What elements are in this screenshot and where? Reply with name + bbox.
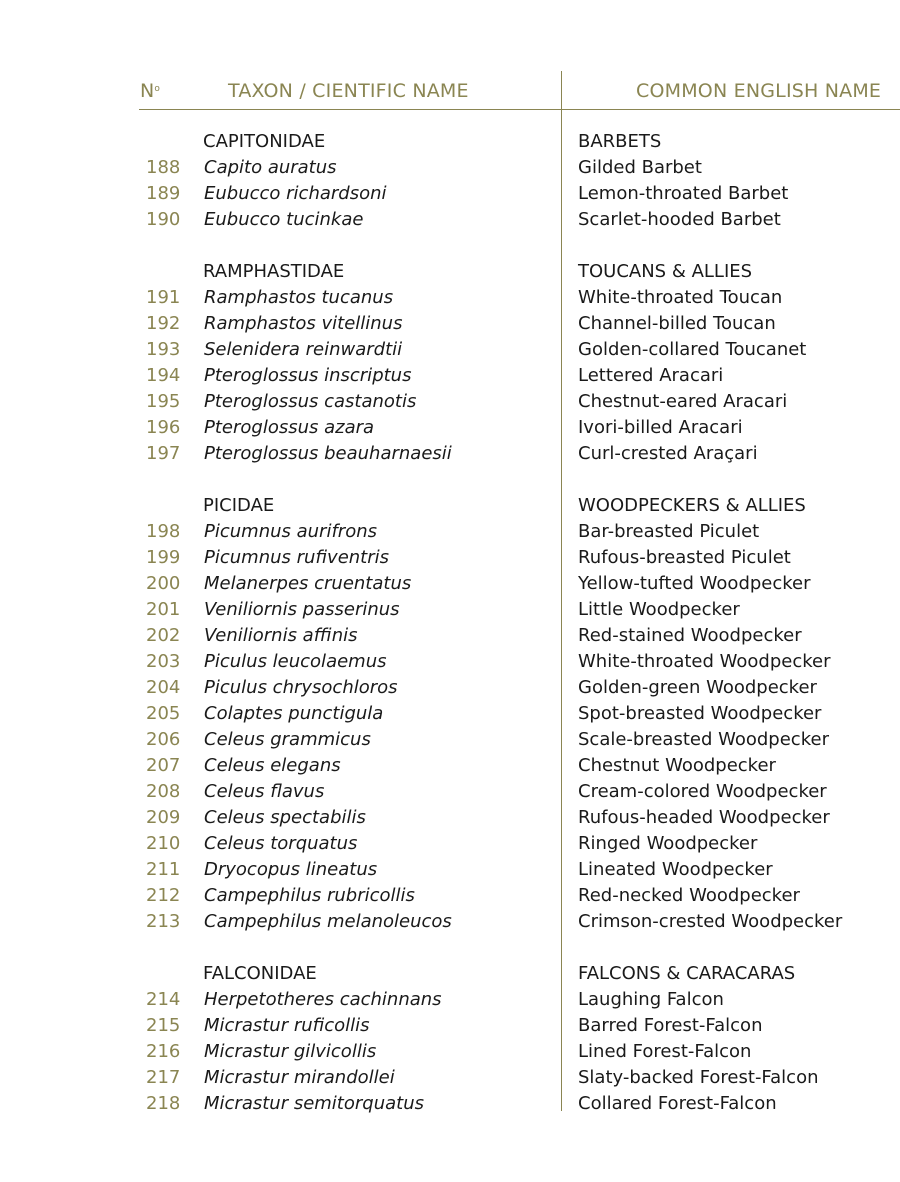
species-row (0, 415, 900, 441)
species-row (0, 1039, 900, 1065)
species-row (0, 649, 900, 675)
species-row (0, 831, 900, 857)
species-row (0, 597, 900, 623)
scientific-name: Celeus flavus (204, 781, 325, 802)
common-name: Gilded Barbet (578, 157, 702, 178)
species-number: 196 (146, 417, 181, 438)
species-number: 212 (146, 885, 181, 906)
species-number: 210 (146, 833, 181, 854)
species-number: 197 (146, 443, 181, 464)
scientific-name: Celeus spectabilis (204, 807, 366, 828)
species-row (0, 155, 900, 181)
taxon-column-header: TAXON / CIENTIFIC NAME (228, 80, 469, 102)
common-name: Bar-breasted Piculet (578, 521, 760, 542)
species-number: 218 (146, 1093, 181, 1114)
common-name: Laughing Falcon (578, 989, 724, 1010)
scientific-name: Pteroglossus azara (204, 417, 375, 438)
scientific-name: Piculus leucolaemus (204, 651, 387, 672)
scientific-name: Campephilus rubricollis (204, 885, 415, 906)
common-name: Ringed Woodpecker (578, 833, 758, 854)
species-number: 217 (146, 1067, 181, 1088)
family-row (0, 259, 900, 285)
scientific-name: Micrastur gilvicollis (204, 1041, 377, 1062)
family-row (0, 493, 900, 519)
species-row (0, 701, 900, 727)
scientific-name: Ramphastos tucanus (204, 287, 394, 308)
common-name: Collared Forest-Falcon (578, 1093, 777, 1114)
scientific-name: Pteroglossus castanotis (204, 391, 417, 412)
common-name: Rufous-headed Woodpecker (578, 807, 830, 828)
species-row (0, 909, 900, 935)
species-row (0, 1065, 900, 1091)
common-name: Red-necked Woodpecker (578, 885, 800, 906)
species-number: 216 (146, 1041, 181, 1062)
species-row (0, 389, 900, 415)
species-number: 193 (146, 339, 181, 360)
common-name: Barred Forest-Falcon (578, 1015, 763, 1036)
scientific-name: Eubucco richardsoni (204, 183, 387, 204)
scientific-name: Veniliornis passerinus (204, 599, 400, 620)
species-number: 200 (146, 573, 181, 594)
species-number: 213 (146, 911, 181, 932)
common-name: White-throated Toucan (578, 287, 783, 308)
species-number: 199 (146, 547, 181, 568)
common-name: Spot-breasted Woodpecker (578, 703, 822, 724)
species-row (0, 883, 900, 909)
scientific-name: Melanerpes cruentatus (204, 573, 412, 594)
species-number: 211 (146, 859, 181, 880)
species-row (0, 311, 900, 337)
species-number: 192 (146, 313, 181, 334)
species-number: 189 (146, 183, 181, 204)
species-row (0, 181, 900, 207)
common-name: Lettered Aracari (578, 365, 724, 386)
number-header-label: N (140, 80, 155, 102)
scientific-name: Dryocopus lineatus (204, 859, 378, 880)
common-name: Crimson-crested Woodpecker (578, 911, 843, 932)
species-number: 203 (146, 651, 181, 672)
species-list (0, 129, 900, 1117)
species-number: 194 (146, 365, 181, 386)
scientific-name: Micrastur semitorquatus (204, 1093, 424, 1114)
family-name: PICIDAE (203, 495, 275, 516)
family-common-name: TOUCANS & ALLIES (578, 261, 753, 282)
species-number: 207 (146, 755, 181, 776)
common-name-column-header: COMMON ENGLISH NAME (636, 80, 882, 102)
common-name: White-throated Woodpecker (578, 651, 831, 672)
species-number: 195 (146, 391, 181, 412)
species-number: 191 (146, 287, 181, 308)
species-number: 202 (146, 625, 181, 646)
species-number: 214 (146, 989, 181, 1010)
species-number: 188 (146, 157, 181, 178)
scientific-name: Celeus torquatus (204, 833, 358, 854)
common-name: Curl-crested Araçari (578, 443, 758, 464)
species-row (0, 623, 900, 649)
family-name: CAPITONIDAE (203, 131, 326, 152)
species-row (0, 675, 900, 701)
family-row (0, 129, 900, 155)
scientific-name: Capito auratus (204, 157, 337, 178)
species-row (0, 545, 900, 571)
species-number: 204 (146, 677, 181, 698)
species-number: 206 (146, 729, 181, 750)
scientific-name: Celeus grammicus (204, 729, 371, 750)
scientific-name: Colaptes punctigula (204, 703, 384, 724)
group-spacer (0, 935, 900, 961)
species-number: 209 (146, 807, 181, 828)
scientific-name: Pteroglossus beauharnaesii (204, 443, 452, 464)
scientific-name: Picumnus aurifrons (204, 521, 377, 542)
scientific-name: Ramphastos vitellinus (204, 313, 403, 334)
species-number: 208 (146, 781, 181, 802)
species-row (0, 727, 900, 753)
common-name: Yellow-tufted Woodpecker (578, 573, 811, 594)
species-row (0, 519, 900, 545)
species-row (0, 1013, 900, 1039)
header-divider (139, 109, 900, 110)
family-common-name: WOODPECKERS & ALLIES (578, 495, 806, 516)
scientific-name: Eubucco tucinkae (204, 209, 364, 230)
common-name: Chestnut Woodpecker (578, 755, 776, 776)
species-row (0, 363, 900, 389)
family-row (0, 961, 900, 987)
species-number: 205 (146, 703, 181, 724)
species-row (0, 753, 900, 779)
common-name: Slaty-backed Forest-Falcon (578, 1067, 819, 1088)
group-spacer (0, 233, 900, 259)
common-name: Lineated Woodpecker (578, 859, 773, 880)
species-number: 198 (146, 521, 181, 542)
species-number: 190 (146, 209, 181, 230)
scientific-name: Piculus chrysochloros (204, 677, 398, 698)
common-name: Lemon-throated Barbet (578, 183, 789, 204)
table-header (0, 78, 900, 108)
common-name: Scarlet-hooded Barbet (578, 209, 781, 230)
species-number: 215 (146, 1015, 181, 1036)
scientific-name: Picumnus rufiventris (204, 547, 390, 568)
number-header-superscript: o (154, 84, 161, 94)
scientific-name: Micrastur mirandollei (204, 1067, 395, 1088)
common-name: Channel-billed Toucan (578, 313, 776, 334)
species-row (0, 571, 900, 597)
common-name: Scale-breasted Woodpecker (578, 729, 829, 750)
common-name: Little Woodpecker (578, 599, 740, 620)
scientific-name: Celeus elegans (204, 755, 341, 776)
species-row (0, 337, 900, 363)
common-name: Ivori-billed Aracari (578, 417, 743, 438)
common-name: Chestnut-eared Aracari (578, 391, 788, 412)
number-column-header (140, 80, 160, 102)
species-row (0, 207, 900, 233)
family-name: RAMPHASTIDAE (203, 261, 345, 282)
species-row (0, 285, 900, 311)
scientific-name: Selenidera reinwardtii (204, 339, 403, 360)
common-name: Golden-green Woodpecker (578, 677, 817, 698)
scientific-name: Veniliornis affinis (204, 625, 358, 646)
scientific-name: Campephilus melanoleucos (204, 911, 452, 932)
family-common-name: FALCONS & CARACARAS (578, 963, 796, 984)
species-row (0, 987, 900, 1013)
common-name: Cream-colored Woodpecker (578, 781, 827, 802)
family-name: FALCONIDAE (203, 963, 317, 984)
species-row (0, 1091, 900, 1117)
common-name: Golden-collared Toucanet (578, 339, 807, 360)
group-spacer (0, 467, 900, 493)
species-row (0, 441, 900, 467)
scientific-name: Herpetotheres cachinnans (204, 989, 442, 1010)
species-number: 201 (146, 599, 181, 620)
species-row (0, 857, 900, 883)
scientific-name: Micrastur ruficollis (204, 1015, 370, 1036)
species-row (0, 805, 900, 831)
common-name: Rufous-breasted Piculet (578, 547, 791, 568)
family-common-name: BARBETS (578, 131, 662, 152)
scientific-name: Pteroglossus inscriptus (204, 365, 412, 386)
common-name: Red-stained Woodpecker (578, 625, 802, 646)
common-name: Lined Forest-Falcon (578, 1041, 752, 1062)
species-row (0, 779, 900, 805)
